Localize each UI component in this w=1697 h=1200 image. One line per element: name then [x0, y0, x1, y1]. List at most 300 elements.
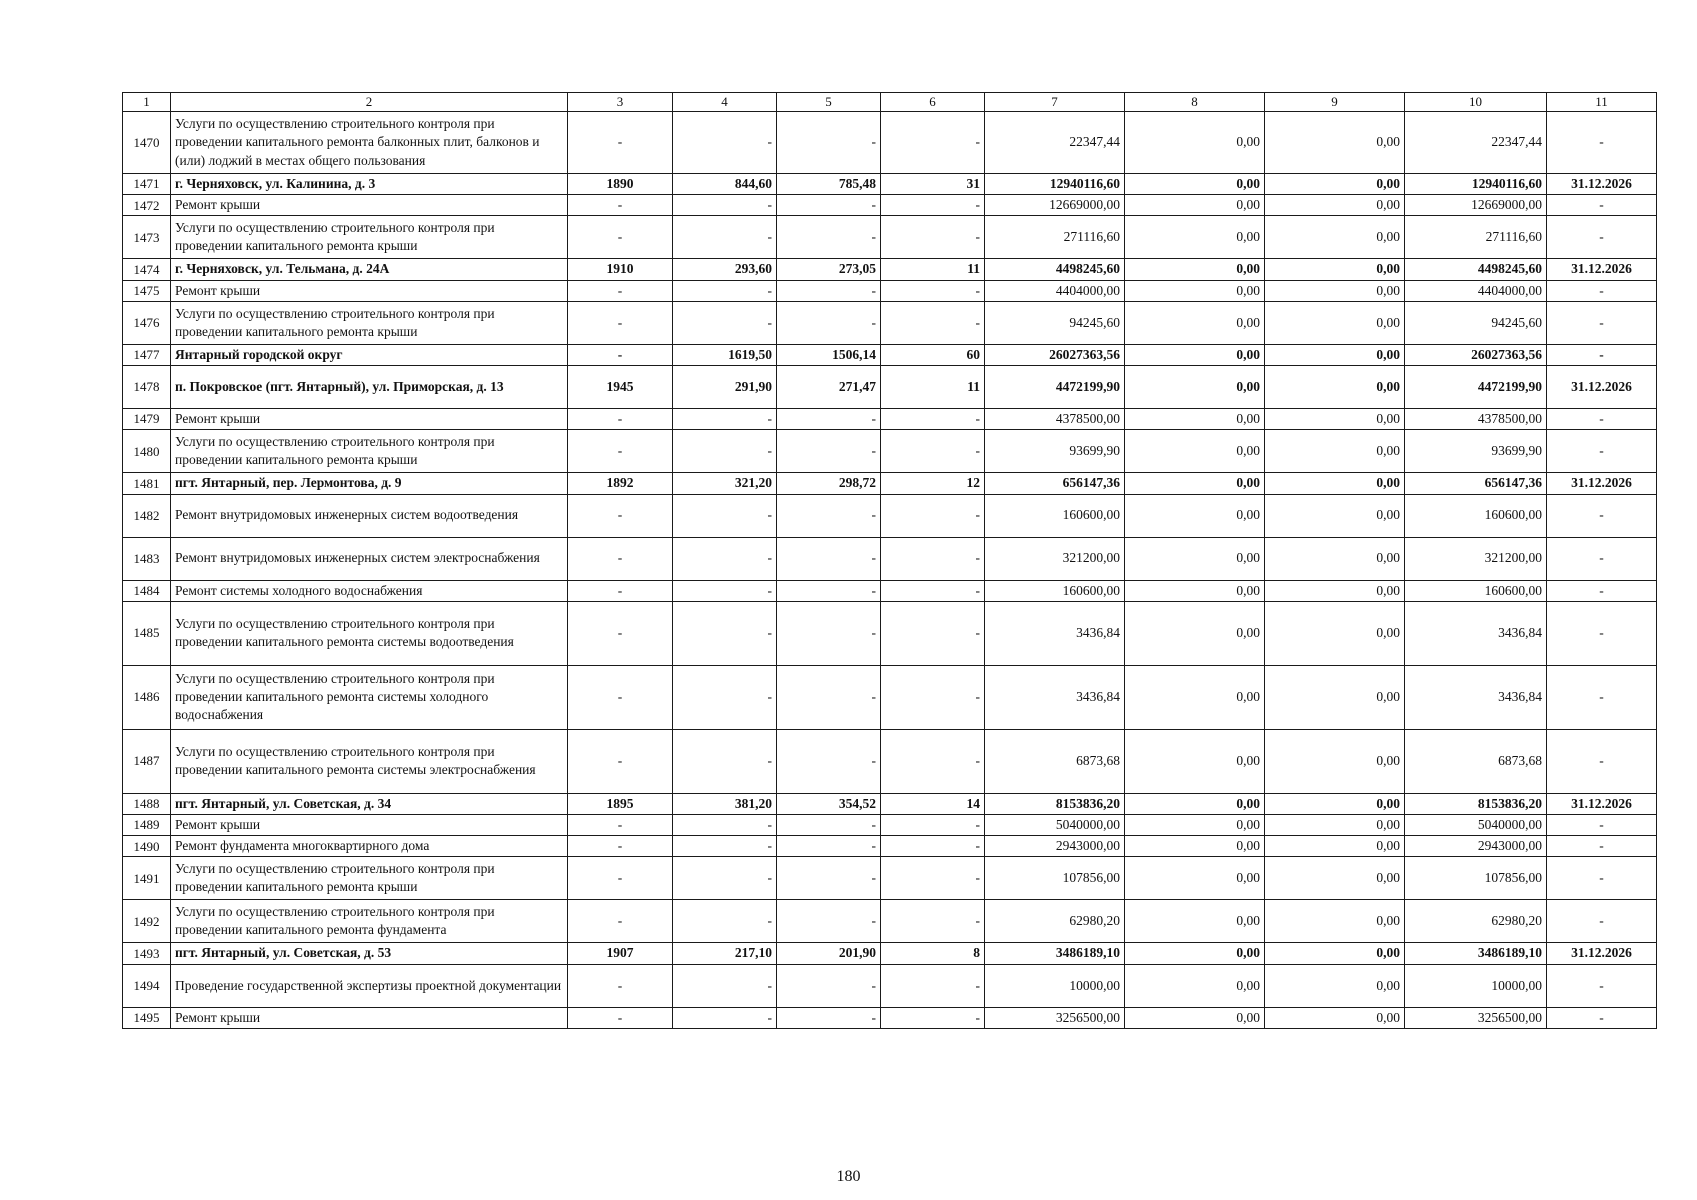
- value-cell: 0,00: [1265, 729, 1405, 793]
- item-name-cell: Ремонт внутридомовых инженерных систем электроснабжения: [171, 537, 568, 580]
- value-cell: -: [673, 301, 777, 344]
- value-cell: 8153836,20: [985, 793, 1125, 814]
- value-cell: -: [673, 729, 777, 793]
- table-row: [123, 473, 1657, 494]
- value-cell: 0,00: [1265, 430, 1405, 473]
- value-cell: 12: [881, 473, 985, 494]
- item-name-cell: Услуги по осуществлению строительного контроля при проведении капитального ремонта фундамента: [171, 900, 568, 943]
- column-header: 8: [1125, 93, 1265, 112]
- value-cell: 1895: [568, 793, 673, 814]
- value-cell: 4378500,00: [1405, 409, 1547, 430]
- value-cell: 1907: [568, 943, 673, 964]
- table-row: [123, 580, 1657, 601]
- value-cell: -: [1547, 857, 1657, 900]
- value-cell: -: [1547, 814, 1657, 835]
- table-row: [123, 409, 1657, 430]
- value-cell: 0,00: [1265, 112, 1405, 174]
- value-cell: -: [673, 409, 777, 430]
- value-cell: -: [777, 112, 881, 174]
- row-number: 1484: [123, 580, 171, 601]
- value-cell: -: [777, 537, 881, 580]
- value-cell: 0,00: [1125, 473, 1265, 494]
- table-row: [123, 1007, 1657, 1028]
- row-number: 1493: [123, 943, 171, 964]
- value-cell: -: [673, 814, 777, 835]
- value-cell: -: [1547, 537, 1657, 580]
- value-cell: 0,00: [1265, 494, 1405, 537]
- value-cell: -: [1547, 409, 1657, 430]
- value-cell: -: [673, 857, 777, 900]
- item-name-cell: г. Черняховск, ул. Тельмана, д. 24А: [171, 259, 568, 280]
- value-cell: 160600,00: [985, 580, 1125, 601]
- value-cell: 0,00: [1265, 814, 1405, 835]
- value-cell: -: [568, 601, 673, 665]
- value-cell: 0,00: [1265, 280, 1405, 301]
- value-cell: 293,60: [673, 259, 777, 280]
- value-cell: -: [881, 280, 985, 301]
- table-row: [123, 964, 1657, 1007]
- value-cell: 26027363,56: [1405, 344, 1547, 365]
- value-cell: 3256500,00: [1405, 1007, 1547, 1028]
- row-number: 1475: [123, 280, 171, 301]
- value-cell: -: [673, 537, 777, 580]
- value-cell: 0,00: [1125, 900, 1265, 943]
- value-cell: 93699,90: [985, 430, 1125, 473]
- item-name-cell: пгт. Янтарный, пер. Лермонтова, д. 9: [171, 473, 568, 494]
- table-row: [123, 280, 1657, 301]
- row-number: 1471: [123, 174, 171, 195]
- value-cell: -: [1547, 964, 1657, 1007]
- item-name-cell: Ремонт системы холодного водоснабжения: [171, 580, 568, 601]
- value-cell: -: [673, 112, 777, 174]
- value-cell: 271116,60: [985, 216, 1125, 259]
- value-cell: 217,10: [673, 943, 777, 964]
- value-cell: -: [1547, 900, 1657, 943]
- value-cell: -: [881, 430, 985, 473]
- table-row: [123, 494, 1657, 537]
- value-cell: -: [1547, 195, 1657, 216]
- value-cell: 1890: [568, 174, 673, 195]
- value-cell: -: [673, 580, 777, 601]
- item-name-cell: Ремонт крыши: [171, 1007, 568, 1028]
- value-cell: 160600,00: [1405, 494, 1547, 537]
- value-cell: -: [568, 857, 673, 900]
- value-cell: 0,00: [1265, 366, 1405, 409]
- value-cell: 0,00: [1265, 1007, 1405, 1028]
- value-cell: 4498245,60: [985, 259, 1125, 280]
- value-cell: -: [1547, 494, 1657, 537]
- value-cell: -: [1547, 301, 1657, 344]
- value-cell: 0,00: [1125, 344, 1265, 365]
- value-cell: 62980,20: [985, 900, 1125, 943]
- value-cell: 107856,00: [985, 857, 1125, 900]
- row-number: 1487: [123, 729, 171, 793]
- value-cell: -: [777, 729, 881, 793]
- column-header: 1: [123, 93, 171, 112]
- value-cell: -: [881, 900, 985, 943]
- column-header: 10: [1405, 93, 1547, 112]
- value-cell: 0,00: [1125, 537, 1265, 580]
- column-number-header-row: [123, 93, 1657, 112]
- column-header: 6: [881, 93, 985, 112]
- value-cell: -: [568, 665, 673, 729]
- value-cell: 0,00: [1265, 473, 1405, 494]
- value-cell: 0,00: [1125, 1007, 1265, 1028]
- value-cell: 0,00: [1125, 216, 1265, 259]
- value-cell: 1506,14: [777, 344, 881, 365]
- value-cell: -: [777, 195, 881, 216]
- value-cell: -: [777, 665, 881, 729]
- value-cell: 0,00: [1265, 665, 1405, 729]
- value-cell: 0,00: [1265, 601, 1405, 665]
- value-cell: 3436,84: [1405, 665, 1547, 729]
- item-name-cell: Янтарный городской округ: [171, 344, 568, 365]
- value-cell: 12940116,60: [985, 174, 1125, 195]
- item-name-cell: пгт. Янтарный, ул. Советская, д. 34: [171, 793, 568, 814]
- value-cell: -: [881, 580, 985, 601]
- value-cell: -: [777, 494, 881, 537]
- value-cell: -: [568, 729, 673, 793]
- value-cell: 0,00: [1125, 494, 1265, 537]
- value-cell: 93699,90: [1405, 430, 1547, 473]
- row-number: 1480: [123, 430, 171, 473]
- value-cell: 0,00: [1125, 259, 1265, 280]
- item-name-cell: Услуги по осуществлению строительного контроля при проведении капитального ремонта крыши: [171, 216, 568, 259]
- value-cell: -: [881, 964, 985, 1007]
- row-number: 1495: [123, 1007, 171, 1028]
- value-cell: -: [777, 409, 881, 430]
- value-cell: -: [777, 1007, 881, 1028]
- column-header: 11: [1547, 93, 1657, 112]
- value-cell: -: [673, 216, 777, 259]
- value-cell: -: [673, 836, 777, 857]
- value-cell: 6873,68: [985, 729, 1125, 793]
- value-cell: -: [777, 216, 881, 259]
- value-cell: 31.12.2026: [1547, 259, 1657, 280]
- value-cell: -: [881, 216, 985, 259]
- value-cell: 0,00: [1265, 344, 1405, 365]
- value-cell: -: [568, 430, 673, 473]
- value-cell: 0,00: [1265, 793, 1405, 814]
- value-cell: -: [568, 1007, 673, 1028]
- item-name-cell: пгт. Янтарный, ул. Советская, д. 53: [171, 943, 568, 964]
- value-cell: 4498245,60: [1405, 259, 1547, 280]
- value-cell: 31.12.2026: [1547, 473, 1657, 494]
- value-cell: -: [777, 964, 881, 1007]
- value-cell: 0,00: [1125, 729, 1265, 793]
- value-cell: 3436,84: [1405, 601, 1547, 665]
- value-cell: 785,48: [777, 174, 881, 195]
- value-cell: -: [673, 1007, 777, 1028]
- value-cell: -: [673, 430, 777, 473]
- value-cell: -: [881, 494, 985, 537]
- value-cell: 3486189,10: [985, 943, 1125, 964]
- value-cell: 22347,44: [1405, 112, 1547, 174]
- value-cell: 0,00: [1125, 112, 1265, 174]
- value-cell: 0,00: [1125, 793, 1265, 814]
- value-cell: -: [1547, 729, 1657, 793]
- value-cell: 0,00: [1265, 964, 1405, 1007]
- value-cell: -: [881, 665, 985, 729]
- item-name-cell: Услуги по осуществлению строительного контроля при проведении капитального ремонта системы электроснабжения: [171, 729, 568, 793]
- row-number: 1483: [123, 537, 171, 580]
- value-cell: 0,00: [1265, 174, 1405, 195]
- value-cell: 0,00: [1125, 301, 1265, 344]
- row-number: 1485: [123, 601, 171, 665]
- value-cell: -: [568, 537, 673, 580]
- value-cell: -: [1547, 580, 1657, 601]
- value-cell: 10000,00: [985, 964, 1125, 1007]
- item-name-cell: п. Покровское (пгт. Янтарный), ул. Приморская, д. 13: [171, 366, 568, 409]
- value-cell: 4378500,00: [985, 409, 1125, 430]
- column-header: 5: [777, 93, 881, 112]
- value-cell: 321200,00: [985, 537, 1125, 580]
- item-name-cell: Ремонт крыши: [171, 280, 568, 301]
- row-number: 1488: [123, 793, 171, 814]
- value-cell: -: [777, 601, 881, 665]
- value-cell: 160600,00: [985, 494, 1125, 537]
- table-row: [123, 814, 1657, 835]
- value-cell: 298,72: [777, 473, 881, 494]
- value-cell: 12940116,60: [1405, 174, 1547, 195]
- value-cell: -: [777, 430, 881, 473]
- row-number: 1489: [123, 814, 171, 835]
- value-cell: -: [673, 900, 777, 943]
- table-row: [123, 943, 1657, 964]
- value-cell: 26027363,56: [985, 344, 1125, 365]
- value-cell: 2943000,00: [985, 836, 1125, 857]
- value-cell: 0,00: [1125, 964, 1265, 1007]
- table-row: [123, 900, 1657, 943]
- value-cell: -: [1547, 344, 1657, 365]
- value-cell: -: [777, 857, 881, 900]
- value-cell: -: [1547, 216, 1657, 259]
- row-number: 1486: [123, 665, 171, 729]
- value-cell: 8: [881, 943, 985, 964]
- value-cell: 0,00: [1265, 409, 1405, 430]
- value-cell: 11: [881, 259, 985, 280]
- value-cell: -: [881, 195, 985, 216]
- value-cell: -: [777, 836, 881, 857]
- value-cell: 1619,50: [673, 344, 777, 365]
- value-cell: 1945: [568, 366, 673, 409]
- value-cell: 12669000,00: [985, 195, 1125, 216]
- item-name-cell: Проведение государственной экспертизы проектной документации: [171, 964, 568, 1007]
- value-cell: -: [568, 580, 673, 601]
- value-cell: 2943000,00: [1405, 836, 1547, 857]
- value-cell: 656147,36: [985, 473, 1125, 494]
- value-cell: -: [1547, 280, 1657, 301]
- value-cell: 0,00: [1265, 216, 1405, 259]
- value-cell: -: [568, 409, 673, 430]
- value-cell: -: [568, 964, 673, 1007]
- table-row: [123, 793, 1657, 814]
- value-cell: 354,52: [777, 793, 881, 814]
- value-cell: 4404000,00: [1405, 280, 1547, 301]
- value-cell: 0,00: [1125, 366, 1265, 409]
- table-row: [123, 195, 1657, 216]
- row-number: 1479: [123, 409, 171, 430]
- value-cell: -: [777, 900, 881, 943]
- table-row: [123, 430, 1657, 473]
- value-cell: -: [568, 494, 673, 537]
- value-cell: 0,00: [1125, 665, 1265, 729]
- value-cell: -: [881, 1007, 985, 1028]
- row-number: 1472: [123, 195, 171, 216]
- value-cell: -: [568, 112, 673, 174]
- table-row: [123, 836, 1657, 857]
- item-name-cell: Ремонт крыши: [171, 195, 568, 216]
- item-name-cell: Услуги по осуществлению строительного контроля при проведении капитального ремонта крыши: [171, 301, 568, 344]
- row-number: 1478: [123, 366, 171, 409]
- table-row: [123, 216, 1657, 259]
- column-header: 3: [568, 93, 673, 112]
- table-row: [123, 665, 1657, 729]
- value-cell: 4472199,90: [985, 366, 1125, 409]
- value-cell: -: [777, 301, 881, 344]
- row-number: 1473: [123, 216, 171, 259]
- item-name-cell: Ремонт внутридомовых инженерных систем водоотведения: [171, 494, 568, 537]
- table-row: [123, 537, 1657, 580]
- value-cell: 14: [881, 793, 985, 814]
- table-row: [123, 174, 1657, 195]
- row-number: 1482: [123, 494, 171, 537]
- value-cell: 844,60: [673, 174, 777, 195]
- value-cell: -: [881, 729, 985, 793]
- value-cell: 4404000,00: [985, 280, 1125, 301]
- value-cell: 62980,20: [1405, 900, 1547, 943]
- column-header: 7: [985, 93, 1125, 112]
- value-cell: 0,00: [1125, 943, 1265, 964]
- value-cell: 0,00: [1125, 174, 1265, 195]
- value-cell: 3256500,00: [985, 1007, 1125, 1028]
- item-name-cell: Услуги по осуществлению строительного контроля при проведении капитального ремонта балконных плит, балконов и (или) лоджий в местах общего пользования: [171, 112, 568, 174]
- value-cell: -: [1547, 601, 1657, 665]
- value-cell: -: [881, 857, 985, 900]
- value-cell: 0,00: [1125, 409, 1265, 430]
- value-cell: 291,90: [673, 366, 777, 409]
- value-cell: -: [881, 836, 985, 857]
- value-cell: 0,00: [1125, 430, 1265, 473]
- row-number: 1477: [123, 344, 171, 365]
- value-cell: -: [568, 280, 673, 301]
- value-cell: 1910: [568, 259, 673, 280]
- value-cell: 94245,60: [1405, 301, 1547, 344]
- capital-repair-table: [122, 92, 1657, 1029]
- value-cell: 107856,00: [1405, 857, 1547, 900]
- column-header: 4: [673, 93, 777, 112]
- value-cell: 0,00: [1125, 814, 1265, 835]
- row-number: 1491: [123, 857, 171, 900]
- value-cell: 0,00: [1125, 601, 1265, 665]
- value-cell: 0,00: [1125, 857, 1265, 900]
- value-cell: 0,00: [1125, 580, 1265, 601]
- value-cell: -: [881, 112, 985, 174]
- item-name-cell: Ремонт крыши: [171, 409, 568, 430]
- value-cell: 3436,84: [985, 601, 1125, 665]
- value-cell: 8153836,20: [1405, 793, 1547, 814]
- row-number: 1494: [123, 964, 171, 1007]
- table-row: [123, 601, 1657, 665]
- value-cell: 5040000,00: [985, 814, 1125, 835]
- item-name-cell: Ремонт фундамента многоквартирного дома: [171, 836, 568, 857]
- item-name-cell: Услуги по осуществлению строительного контроля при проведении капитального ремонта крыши: [171, 857, 568, 900]
- value-cell: 5040000,00: [1405, 814, 1547, 835]
- value-cell: 656147,36: [1405, 473, 1547, 494]
- value-cell: -: [673, 601, 777, 665]
- value-cell: 3436,84: [985, 665, 1125, 729]
- value-cell: -: [1547, 1007, 1657, 1028]
- item-name-cell: Ремонт крыши: [171, 814, 568, 835]
- value-cell: 271116,60: [1405, 216, 1547, 259]
- value-cell: 0,00: [1125, 280, 1265, 301]
- value-cell: 201,90: [777, 943, 881, 964]
- value-cell: 160600,00: [1405, 580, 1547, 601]
- value-cell: 271,47: [777, 366, 881, 409]
- value-cell: 94245,60: [985, 301, 1125, 344]
- value-cell: 0,00: [1265, 943, 1405, 964]
- value-cell: -: [1547, 112, 1657, 174]
- value-cell: 273,05: [777, 259, 881, 280]
- value-cell: 4472199,90: [1405, 366, 1547, 409]
- value-cell: 0,00: [1265, 900, 1405, 943]
- value-cell: 10000,00: [1405, 964, 1547, 1007]
- column-header: 2: [171, 93, 568, 112]
- table-row: [123, 344, 1657, 365]
- value-cell: -: [568, 216, 673, 259]
- value-cell: -: [673, 665, 777, 729]
- value-cell: -: [568, 195, 673, 216]
- value-cell: -: [881, 814, 985, 835]
- page-number: 180: [836, 1168, 861, 1185]
- value-cell: -: [673, 195, 777, 216]
- value-cell: -: [777, 580, 881, 601]
- table-row: [123, 259, 1657, 280]
- value-cell: 31: [881, 174, 985, 195]
- value-cell: 0,00: [1125, 195, 1265, 216]
- value-cell: 0,00: [1265, 195, 1405, 216]
- value-cell: 0,00: [1265, 836, 1405, 857]
- table-row: [123, 301, 1657, 344]
- value-cell: 381,20: [673, 793, 777, 814]
- value-cell: 31.12.2026: [1547, 793, 1657, 814]
- row-number: 1476: [123, 301, 171, 344]
- value-cell: -: [673, 964, 777, 1007]
- table-row: [123, 112, 1657, 174]
- value-cell: -: [568, 344, 673, 365]
- value-cell: 321,20: [673, 473, 777, 494]
- item-name-cell: Услуги по осуществлению строительного контроля при проведении капитального ремонта системы водоотведения: [171, 601, 568, 665]
- item-name-cell: Услуги по осуществлению строительного контроля при проведении капитального ремонта крыши: [171, 430, 568, 473]
- value-cell: -: [568, 301, 673, 344]
- value-cell: 0,00: [1265, 259, 1405, 280]
- item-name-cell: Услуги по осуществлению строительного контроля при проведении капитального ремонта системы холодного водоснабжения: [171, 665, 568, 729]
- value-cell: -: [568, 900, 673, 943]
- value-cell: -: [1547, 836, 1657, 857]
- value-cell: 11: [881, 366, 985, 409]
- value-cell: 0,00: [1125, 836, 1265, 857]
- value-cell: 6873,68: [1405, 729, 1547, 793]
- value-cell: -: [568, 836, 673, 857]
- value-cell: 31.12.2026: [1547, 943, 1657, 964]
- value-cell: 3486189,10: [1405, 943, 1547, 964]
- value-cell: 12669000,00: [1405, 195, 1547, 216]
- value-cell: 0,00: [1265, 857, 1405, 900]
- value-cell: 1892: [568, 473, 673, 494]
- value-cell: 22347,44: [985, 112, 1125, 174]
- value-cell: -: [881, 537, 985, 580]
- table-row: [123, 857, 1657, 900]
